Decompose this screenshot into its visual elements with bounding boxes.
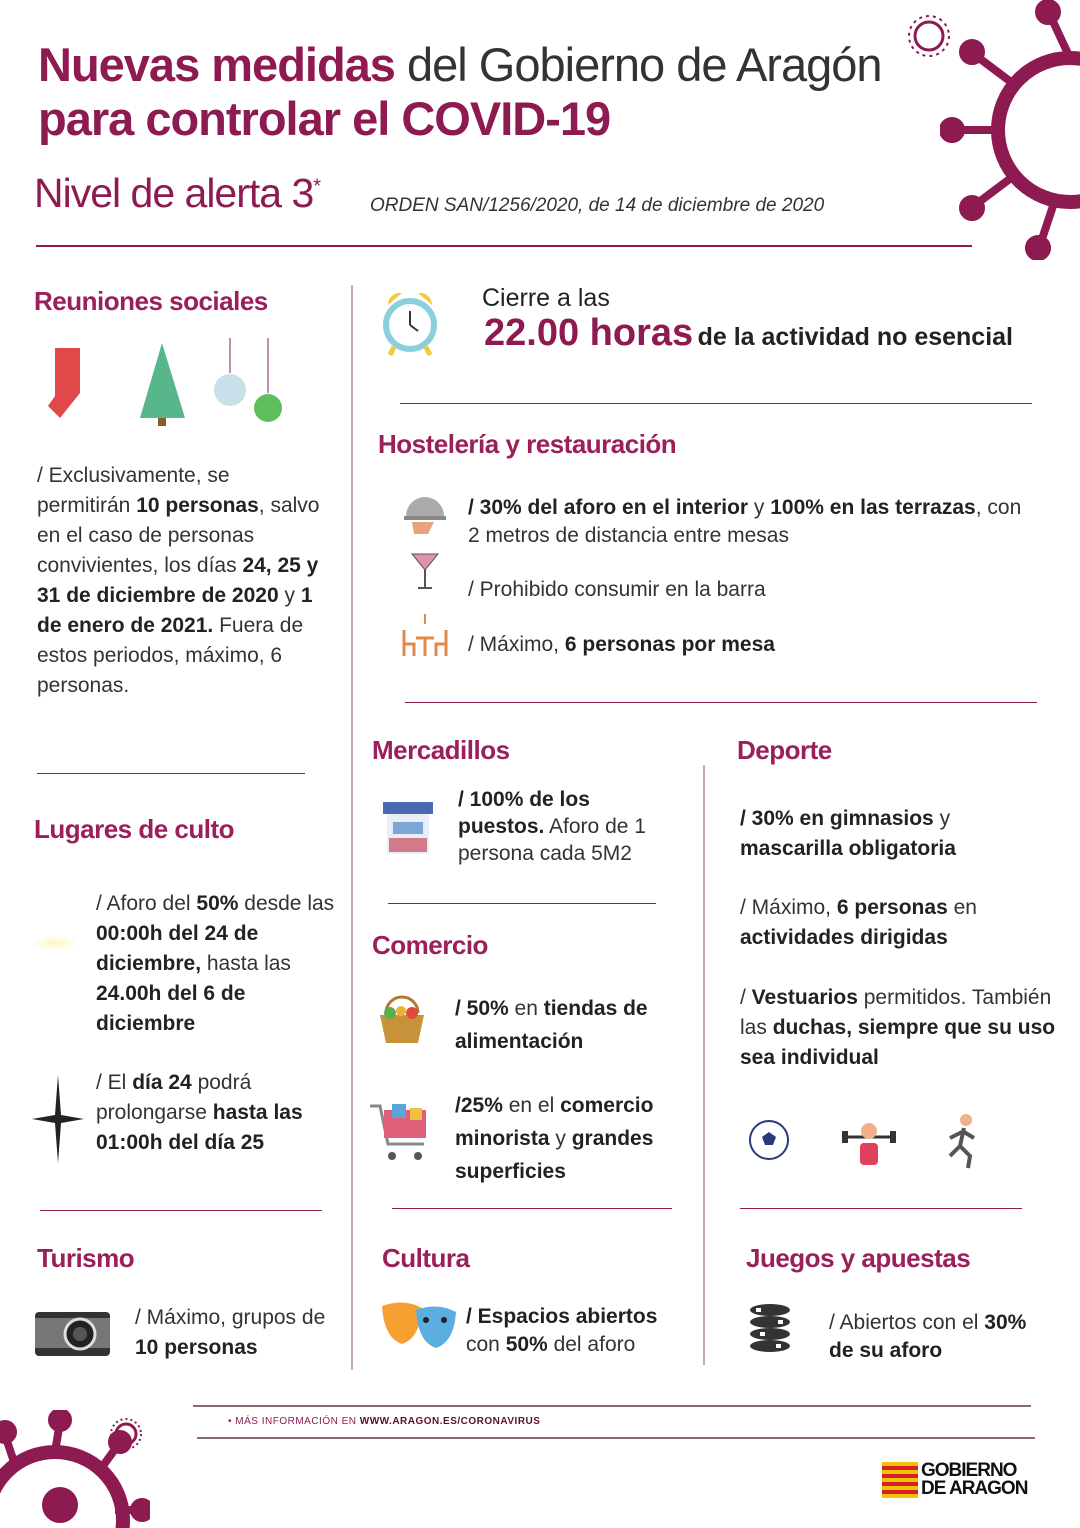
closing-hours-value: 22.00 horas xyxy=(484,312,694,354)
text-bold: 00:00h del 24 de diciembre, xyxy=(96,922,259,975)
text-bold: 6 personas por mesa xyxy=(564,633,775,656)
text-bold: / 50% xyxy=(455,997,509,1020)
text-bold: 50% xyxy=(196,892,239,915)
text-bold: / Espacios abiertos xyxy=(466,1305,658,1328)
reuniones-text xyxy=(37,461,327,701)
text-bold: Vestuarios xyxy=(751,986,858,1009)
text-segment: , salvo en el caso de personas convivientes, los días xyxy=(37,494,320,577)
section-title-reuniones: Reuniones sociales xyxy=(34,286,268,316)
text-segment: desde las xyxy=(238,892,335,915)
text-bold: tiendas de alimentación xyxy=(455,997,648,1053)
text-segment: y xyxy=(278,584,301,607)
juegos-text xyxy=(829,1309,1039,1365)
section-title-turismo: Turismo xyxy=(37,1243,135,1273)
comercio-item xyxy=(455,992,695,1058)
text-segment: del Gobierno de Aragón xyxy=(394,38,882,91)
text-segment: / Máximo, xyxy=(740,896,837,919)
text-bold: mascarilla obligatoria xyxy=(740,837,956,860)
hosteleria-item xyxy=(468,575,1028,605)
text-segment: permitidos. También las xyxy=(740,986,1052,1039)
text-bold: actividades dirigidas xyxy=(740,926,948,949)
text-segment: / Máximo, grupos de xyxy=(135,1306,326,1329)
alert-level xyxy=(34,170,320,217)
serving-tray-icon xyxy=(402,492,448,538)
shopping-cart-icon xyxy=(368,1100,432,1164)
text-segment: hasta las xyxy=(201,952,291,975)
section-title-mercadillos: Mercadillos xyxy=(372,735,510,765)
comercio-item xyxy=(455,1089,700,1188)
light-glow-icon xyxy=(30,935,80,951)
deporte-item xyxy=(740,983,1060,1073)
text-bold: 10 personas xyxy=(135,1336,258,1359)
virus-icon xyxy=(940,0,1080,260)
text-segment: y xyxy=(549,1127,572,1150)
theater-masks-icon xyxy=(380,1300,458,1354)
text-segment: y xyxy=(748,496,771,519)
table-chairs-icon xyxy=(400,612,450,658)
more-info-link[interactable]: WWW.ARAGON.ES/CORONAVIRUS xyxy=(359,1416,541,1427)
star-icon xyxy=(32,1075,84,1163)
camera-icon xyxy=(35,1308,110,1356)
divider xyxy=(392,1208,672,1209)
small-virus-icon xyxy=(108,1416,144,1452)
text-bold: para controlar el COVID-19 xyxy=(38,92,611,145)
text-segment: / Aforo del xyxy=(96,892,197,915)
text-segment: del aforo xyxy=(547,1333,636,1356)
divider xyxy=(40,1210,322,1211)
hosteleria-item xyxy=(468,494,1038,550)
closing-rest: de la actividad no esencial xyxy=(697,323,1013,351)
text-bold: 100% en las terrazas xyxy=(770,496,976,519)
culto-item xyxy=(96,889,346,1039)
divider xyxy=(703,765,705,1365)
christmas-decorations-icon xyxy=(40,338,290,428)
text-segment: en xyxy=(508,997,544,1020)
cocktail-glass-icon xyxy=(410,550,440,592)
divider xyxy=(740,1208,1022,1209)
divider xyxy=(405,702,1037,703)
market-stall-icon xyxy=(383,802,433,856)
text-bold: 24.00h del 6 de diciembre xyxy=(96,982,246,1035)
text-bold: 10 personas xyxy=(136,494,259,517)
text-bold: día 24 xyxy=(132,1071,192,1094)
gobierno-aragon-logo xyxy=(882,1462,1041,1498)
section-title-comercio: Comercio xyxy=(372,930,488,960)
text-segment: en el xyxy=(502,1094,561,1117)
mercadillos-text xyxy=(458,786,678,867)
text-bold: / 100% de los puestos. xyxy=(458,788,590,838)
text-segment: y xyxy=(933,807,951,830)
text-bold: hasta las 01:00h del día 25 xyxy=(96,1101,303,1154)
alert-footnote-mark: * xyxy=(313,175,321,198)
text-segment: en xyxy=(947,896,977,919)
text-segment: Aforo de 1 persona cada 5M2 xyxy=(458,815,646,865)
section-title-culto: Lugares de culto xyxy=(34,814,235,844)
runner-icon xyxy=(940,1112,980,1170)
more-info-label: MÁS INFORMACIÓN EN xyxy=(235,1416,360,1427)
text-segment: / xyxy=(740,986,752,1009)
alert-level-text: Nivel de alerta 3 xyxy=(34,170,314,216)
divider xyxy=(37,773,305,774)
text-bold: duchas, siempre que su uso sea individual xyxy=(740,1016,1056,1069)
soccer-ball-icon xyxy=(747,1118,791,1162)
cultura-text xyxy=(466,1303,696,1359)
order-reference: ORDEN SAN/1256/2020, de 14 de diciembre de 2020 xyxy=(370,195,825,216)
divider xyxy=(36,245,972,247)
alarm-clock-icon xyxy=(380,285,440,357)
text-bold: grandes superficies xyxy=(455,1127,654,1183)
poker-chips-icon xyxy=(748,1302,792,1358)
turismo-text xyxy=(135,1303,335,1363)
divider xyxy=(351,285,353,1370)
text-bold: /25% xyxy=(455,1094,503,1117)
page-title xyxy=(38,38,918,146)
aragon-flag-icon xyxy=(882,1462,918,1498)
text-bold: comercio minorista xyxy=(455,1094,654,1150)
logo-text: GOBIERNO DE ARAGON xyxy=(921,1460,1028,1499)
text-bold: / 30% del aforo en el interior xyxy=(468,496,749,519)
text-bold: / 30% en gimnasios xyxy=(740,807,934,830)
section-title-deporte: Deporte xyxy=(737,735,832,765)
closing-hours xyxy=(484,312,1013,355)
text-segment: / Prohibido consumir en la barra xyxy=(468,578,766,601)
text-bold: 1 de enero de 2021. xyxy=(37,584,313,637)
text-segment: / Exclusivamente, se permitirán xyxy=(37,464,230,517)
text-bold: 6 personas xyxy=(836,896,948,919)
text-bold: 50% xyxy=(505,1333,548,1356)
text-segment: Fuera de estos periodos, máximo, 6 personas. xyxy=(37,614,304,697)
deporte-item xyxy=(740,893,1040,953)
text-bold: 30% de su aforo xyxy=(829,1311,1027,1362)
section-title-juegos: Juegos y apuestas xyxy=(746,1243,971,1273)
divider xyxy=(400,403,1032,404)
weightlifter-icon xyxy=(840,1115,898,1167)
text-bold: 24, 25 y 31 de diciembre de 2020 xyxy=(37,554,319,607)
divider xyxy=(197,1437,1035,1439)
closing-line1: Cierre a las xyxy=(482,284,610,312)
text-segment: / Máximo, xyxy=(468,633,565,656)
divider xyxy=(193,1405,1031,1407)
hosteleria-item xyxy=(468,630,1028,660)
section-title-hosteleria: Hostelería y restauración xyxy=(378,429,677,459)
deporte-item xyxy=(740,804,1040,864)
text-segment: / Abiertos con el xyxy=(829,1311,985,1334)
section-title-cultura: Cultura xyxy=(382,1243,470,1273)
grocery-basket-icon xyxy=(376,993,428,1045)
more-info: • MÁS INFORMACIÓN EN WWW.ARAGON.ES/CORONAVIRUS xyxy=(228,1416,541,1427)
text-segment: / El xyxy=(96,1071,133,1094)
culto-item xyxy=(96,1068,336,1158)
divider xyxy=(388,903,656,904)
text-segment: , con 2 metros de distancia entre mesas xyxy=(468,496,1022,547)
text-bold: Nuevas medidas xyxy=(38,38,395,91)
text-segment: podrá prolongarse xyxy=(96,1071,252,1124)
text-segment: con xyxy=(466,1333,506,1356)
